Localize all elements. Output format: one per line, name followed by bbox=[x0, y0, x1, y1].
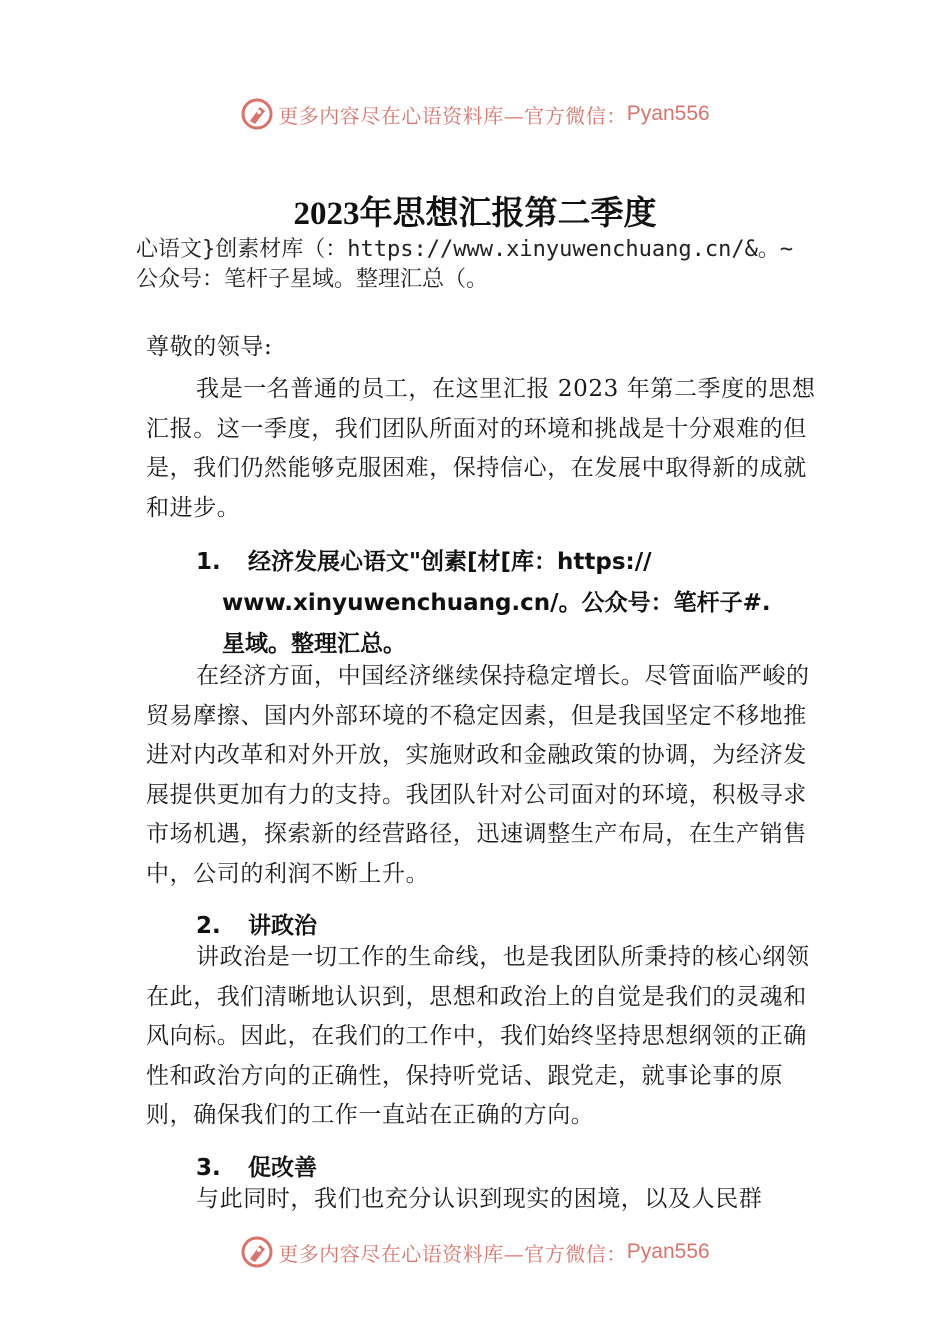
pen-nib-logo-icon bbox=[240, 97, 274, 131]
source-line-1: 心语文}创素材库（：https://www.xinyuwenchuang.cn/&。~ bbox=[136, 237, 794, 262]
source-line-2: 公众号：笔杆子星域。整理汇总（。 bbox=[136, 267, 489, 292]
section-1-number: 1. bbox=[196, 549, 221, 575]
document-title: 2023年思想汇报第二季度 bbox=[293, 196, 657, 232]
section-3-number: 3. bbox=[196, 1155, 221, 1181]
salutation: 尊敬的领导: bbox=[146, 334, 273, 360]
section-3-heading bbox=[196, 1149, 317, 1182]
section-1-heading-line2: www.xinyuwenchuang.cn/。公众号：笔杆子#. bbox=[222, 590, 771, 616]
section-1-body: 在经济方面，中国经济继续保持稳定增长。尽管面临严峻的贸易摩擦、国内外部环境的不稳定因素，但是我国坚定不移地推进对内改革和对外开放，实施财政和金融政策的协调，为经济发展提供更加有力的支持。我团队针对公司面对的环境，积极寻求市场机遇，探索新的经营路径，迅速调整生产布局，在生产销售中，公司的利润不断上升。 bbox=[146, 663, 810, 887]
section-2-body: 讲政治是一切工作的生命线，也是我团队所秉持的核心纲领在此，我们清晰地认识到，思想和政治上的自觉是我们的灵魂和风向标。因此，在我们的工作中，我们始终坚持思想纲领的正确性和政治方向的正确性，保持听党话、跟党走，就事论事的原则，确保我们的工作一直站在正确的方向。 bbox=[146, 944, 810, 1128]
watermark-text: 更多内容尽在心语资料库—官方微信： bbox=[278, 103, 627, 128]
section-1-heading-line1: 经济发展心语文"创素[材[库：https:// bbox=[248, 549, 652, 575]
section-2-heading bbox=[196, 907, 317, 940]
watermark-wechat-id: Pyan556 bbox=[626, 1240, 710, 1263]
watermark-text: 更多内容尽在心语资料库—官方微信： bbox=[278, 1241, 627, 1266]
pen-nib-logo-icon bbox=[240, 1235, 274, 1269]
section-1-heading bbox=[196, 543, 652, 576]
section-3-heading-text: 促改善 bbox=[248, 1155, 317, 1181]
section-2-number: 2. bbox=[196, 913, 221, 939]
section-1-heading-line3: 星域。整理汇总。 bbox=[222, 631, 406, 657]
intro-paragraph: 我是一名普通的员工，在这里汇报 2023 年第二季度的思想汇报。这一季度，我们团队所面对的环境和挑战是十分艰难的但是，我们仍然能够克服困难，保持信心，在发展中取得新的成就和进步。 bbox=[146, 376, 816, 521]
watermark-banner-bottom bbox=[0, 1232, 950, 1272]
section-3-body: 与此同时，我们也充分认识到现实的困境，以及人民群 bbox=[196, 1186, 763, 1212]
watermark-banner-top bbox=[0, 94, 950, 134]
watermark-wechat-id: Pyan556 bbox=[626, 102, 710, 125]
section-2-heading-text: 讲政治 bbox=[248, 913, 317, 939]
